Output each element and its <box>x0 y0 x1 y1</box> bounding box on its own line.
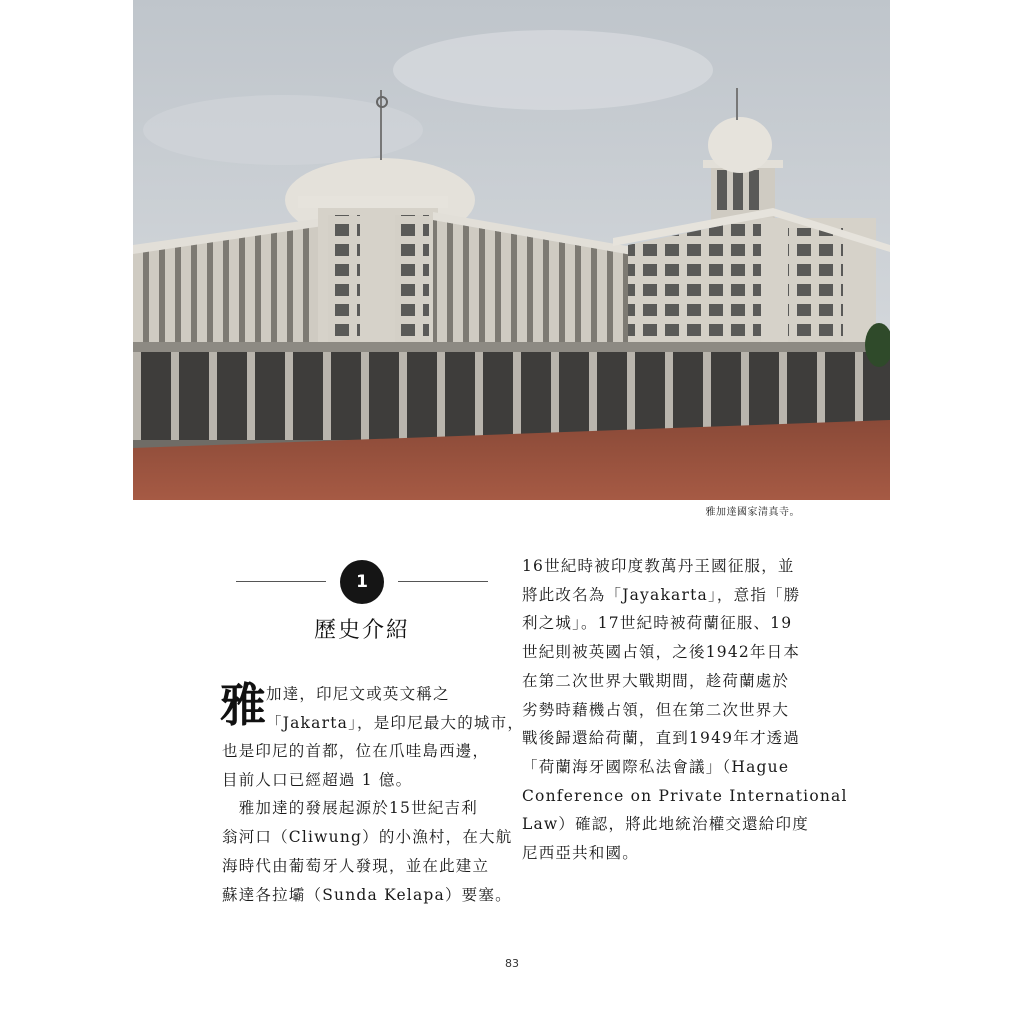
text-line: 戰後歸還給荷蘭，直到1949年才透過 <box>522 729 801 748</box>
text-line: Law）確認，將此地統治權交還給印度 <box>522 815 809 834</box>
text-line: 也是印尼的首都，位在爪哇島西邊， <box>222 742 490 760</box>
text-line: 「荷蘭海牙國際私法會議」（Hague <box>522 757 790 776</box>
section-number-badge: 1 <box>340 560 384 604</box>
text-line: 世紀則被英國占領，之後1942年日本 <box>522 643 801 662</box>
page-number: 83 <box>505 957 519 970</box>
text-line: 加達，印尼文或英文稱之 <box>266 685 450 703</box>
photo-caption: 雅加達國家清真寺。 <box>705 507 800 518</box>
left-text-column <box>220 678 525 909</box>
text-line: Conference on Private International <box>522 786 848 805</box>
text-line: 目前人口已經超過 1 億。 <box>222 770 413 789</box>
text-line: 翁河口（Cliwung）的小漁村，在大航 <box>222 828 513 847</box>
text-line: 雅加達的發展起源於15世紀吉利 <box>222 799 478 818</box>
text-line: 尼西亞共和國。 <box>522 844 639 863</box>
text-line: 將此改名為「Jayakarta」，意指「勝 <box>522 585 801 604</box>
text-line: 劣勢時藉機占領，但在第二次世界大 <box>522 700 790 719</box>
mosque-photo <box>133 0 890 500</box>
text-line: 利之城」。17世紀時被荷蘭征服、19 <box>522 614 793 633</box>
heading-rule-left <box>236 581 326 582</box>
right-text-column <box>522 552 848 868</box>
drop-cap: 雅 <box>220 678 268 732</box>
text-line: 在第二次世界大戰期間，趁荷蘭處於 <box>522 671 790 690</box>
first-paragraph-start <box>220 678 525 737</box>
text-line: 蘇達各拉壩（Sunda Kelapa）要塞。 <box>222 885 512 904</box>
heading-rule-right <box>398 581 488 582</box>
text-line: 「Jakarta」，是印尼最大的城市， <box>266 713 525 732</box>
section-heading <box>236 560 488 604</box>
text-line: 海時代由葡萄牙人發現，並在此建立 <box>222 856 490 875</box>
text-line: 16世紀時被印度教萬丹王國征服，並 <box>522 557 795 575</box>
section-title: 歷史介紹 <box>313 618 410 643</box>
